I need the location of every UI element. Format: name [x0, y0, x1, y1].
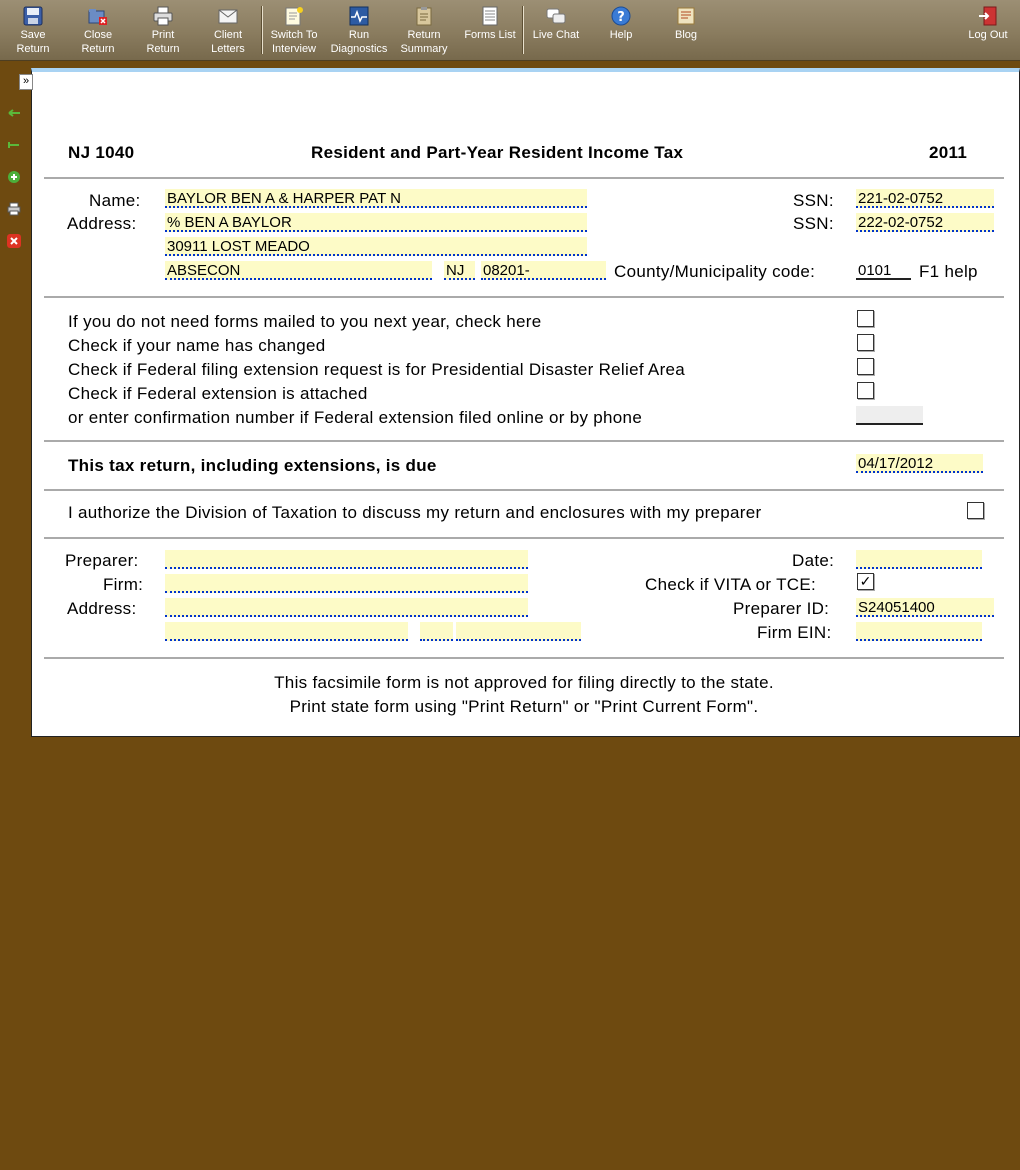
diagnostics-icon [349, 6, 369, 26]
disaster-relief-label: Check if Federal filing extension request is for Presidential Disaster Relief Area [68, 360, 686, 379]
firm-label: Firm: [103, 575, 144, 594]
no-forms-mailed-label: If you do not need forms mailed to you next year, check here [68, 312, 542, 331]
state-field[interactable]: NJ [444, 261, 475, 280]
divider [44, 177, 1004, 179]
preparer-field[interactable] [165, 550, 528, 569]
save-return-button[interactable] [1, 4, 65, 56]
divider [44, 657, 1004, 659]
print-return-button[interactable] [131, 4, 195, 56]
save-label-2: Return [16, 43, 50, 55]
no-forms-mailed-checkbox[interactable] [857, 310, 874, 327]
help-button[interactable] [589, 4, 653, 42]
preparer-address-field[interactable] [165, 598, 528, 617]
print-form-icon[interactable] [7, 202, 21, 216]
form-code: NJ 1040 [68, 143, 135, 162]
log-out-button[interactable] [956, 4, 1020, 42]
forms-list-button[interactable] [458, 4, 522, 42]
delete-icon[interactable] [7, 234, 21, 248]
preparer-id-label: Preparer ID: [733, 599, 830, 618]
zip-field[interactable]: 08201- [481, 261, 606, 280]
address-line2-field[interactable]: 30911 LOST MEADO [165, 237, 587, 256]
help-label: Help [609, 29, 633, 41]
chat-icon [546, 6, 566, 26]
interview-icon [284, 6, 304, 26]
divider [44, 537, 1004, 539]
due-date-label: This tax return, including extensions, is due [68, 456, 437, 475]
extension-attached-checkbox[interactable] [857, 382, 874, 399]
disaster-relief-checkbox[interactable] [857, 358, 874, 375]
close-label-2: Return [81, 43, 115, 55]
switch-to-interview-button[interactable] [262, 4, 326, 56]
name-label: Name: [89, 191, 141, 210]
minimize-icon[interactable] [7, 138, 21, 152]
preparer-zip-field[interactable] [456, 622, 581, 641]
divider [44, 296, 1004, 298]
firm-ein-label: Firm EIN: [757, 623, 832, 642]
vita-tce-checkbox[interactable]: ✓ [857, 573, 874, 590]
address-line1-field[interactable]: % BEN A BAYLOR [165, 213, 587, 232]
county-label: County/Municipality code: [614, 262, 816, 281]
diag-label-1: Run [348, 29, 370, 41]
print-instructions-note: Print state form using "Print Return" or "Print Current Form". [289, 697, 759, 716]
summary-label-1: Return [407, 29, 441, 41]
ssn-field-1[interactable]: 221-02-0752 [856, 189, 994, 208]
form-title: Resident and Part-Year Resident Income Tax [311, 143, 684, 162]
firm-field[interactable] [165, 574, 528, 593]
name-field[interactable]: BAYLOR BEN A & HARPER PAT N [165, 189, 587, 208]
clipboard-icon [414, 6, 434, 26]
date-label: Date: [792, 551, 835, 570]
name-changed-label: Check if your name has changed [68, 336, 326, 355]
preparer-city-field[interactable] [165, 622, 408, 641]
authorize-label: I authorize the Division of Taxation to discuss my return and enclosures with my preparer [68, 503, 762, 522]
blog-icon [676, 6, 696, 26]
summary-label-2: Summary [400, 43, 448, 55]
preparer-state-field[interactable] [420, 622, 453, 641]
envelope-icon [218, 6, 238, 26]
divider [44, 440, 1004, 442]
form-year: 2011 [929, 143, 968, 162]
help-icon [611, 6, 631, 26]
log-out-icon [978, 6, 998, 26]
toolbar [0, 0, 1020, 61]
ssn-label-2: SSN: [793, 214, 834, 233]
print-label-2: Return [146, 43, 180, 55]
return-summary-button[interactable] [392, 4, 456, 56]
city-field[interactable]: ABSECON [165, 261, 432, 280]
confirmation-number-label: or enter confirmation number if Federal extension filed online or by phone [68, 408, 643, 427]
switch-label-2: Interview [271, 43, 317, 55]
close-folder-icon [88, 6, 108, 26]
print-label-1: Print [151, 29, 175, 41]
close-return-button[interactable] [66, 4, 130, 56]
confirmation-number-field[interactable] [856, 406, 923, 425]
ssn-field-2[interactable]: 222-02-0752 [856, 213, 994, 232]
diag-label-2: Diagnostics [330, 43, 388, 55]
live-chat-label: Live Chat [532, 29, 580, 41]
preparer-label: Preparer: [65, 551, 139, 570]
back-arrow-icon[interactable] [7, 106, 21, 120]
switch-label-1: Switch To [270, 29, 318, 41]
date-field[interactable] [856, 550, 982, 569]
printer-icon [153, 6, 173, 26]
address-label: Address: [67, 214, 137, 233]
preparer-id-field[interactable]: S24051400 [856, 598, 994, 617]
save-label-1: Save [20, 29, 46, 41]
due-date-field[interactable]: 04/17/2012 [856, 454, 983, 473]
ssn-label-1: SSN: [793, 191, 834, 210]
firm-ein-field[interactable] [856, 622, 982, 641]
live-chat-button[interactable] [524, 4, 588, 42]
letters-label-1: Client [213, 29, 243, 41]
vita-tce-label: Check if VITA or TCE: [645, 575, 816, 594]
svg-text:?: ? [617, 10, 625, 25]
client-letters-button[interactable] [196, 4, 260, 56]
add-icon[interactable] [7, 170, 21, 184]
save-icon [23, 6, 43, 26]
county-code-field[interactable]: 0101 [856, 261, 911, 280]
letters-label-2: Letters [211, 43, 245, 55]
close-label-1: Close [83, 29, 113, 41]
forms-list-label: Forms List [464, 29, 516, 41]
blog-label: Blog [674, 29, 698, 41]
extension-attached-label: Check if Federal extension is attached [68, 384, 368, 403]
log-out-label: Log Out [968, 29, 1008, 41]
preparer-address-label: Address: [67, 599, 137, 618]
divider [44, 489, 1004, 491]
run-diagnostics-button[interactable] [327, 4, 391, 56]
blog-button[interactable] [654, 4, 718, 42]
left-rail [0, 60, 28, 260]
facsimile-note: This facsimile form is not approved for filing directly to the state. [274, 673, 774, 692]
name-changed-checkbox[interactable] [857, 334, 874, 351]
authorize-checkbox[interactable] [967, 502, 984, 519]
forms-list-icon [480, 6, 500, 26]
f1-help-text: F1 help [919, 262, 978, 281]
expand-panel-button[interactable]: » [19, 74, 33, 90]
